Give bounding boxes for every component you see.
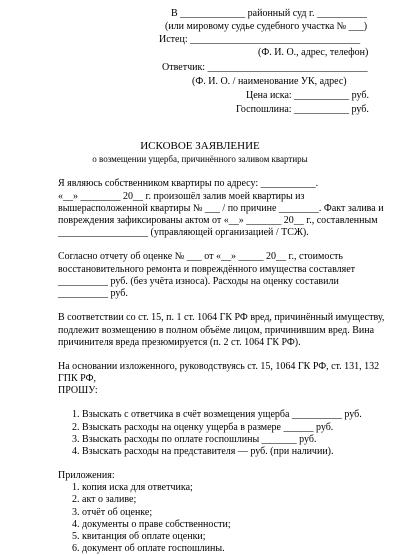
paragraph-3-line: подлежит возмещению в полном объёме лицом, причинившим вред. Вина: [58, 325, 375, 336]
paragraph-1-line: Я являюсь собственником квартиры по адресу: ___________.: [58, 178, 319, 189]
paragraph-2-line: __________ руб. (без учёта износа). Расходы на оценку составили: [58, 276, 339, 287]
attachment-item: 4. документы о праве собственности;: [72, 519, 231, 530]
request-item: 1. Взыскать с ответчика в счёт возмещения ущерба __________ руб.: [72, 409, 362, 420]
attachment-item: 2. акт о заливе;: [72, 494, 137, 505]
defendant-hint: (Ф. И. О. / наименование УК, адрес): [192, 76, 347, 87]
paragraph-2-line: __________ руб.: [58, 288, 128, 299]
request-item: 2. Взыскать расходы на оценку ущерба в размере ______ руб.: [72, 422, 334, 433]
paragraph-1-line: __________________ (управляющей организацией / ТСЖ).: [58, 227, 309, 238]
paragraph-2-line: восстановительного ремонта и повреждённого имущества составляет: [58, 264, 356, 275]
court-alt-line: (или мировому судье судебного участка № ___): [165, 21, 368, 32]
attachment-item: 3. отчёт об оценке;: [72, 507, 153, 518]
paragraph-3-line: причинителя вреда презюмируется (п. 2 ст. 1064 ГК РФ).: [58, 337, 301, 348]
document-title: ИСКОВОЕ ЗАЯВЛЕНИЕ: [140, 140, 260, 152]
request-item: 4. Взыскать расходы на представителя — руб. (при наличии).: [72, 446, 334, 457]
claim-price-line: Цена иска: ___________ руб.: [246, 90, 369, 101]
document-subtitle: о возмещении ущерба, причинённого заливом квартиры: [92, 154, 308, 164]
plaintiff-hint: (Ф. И. О., адрес, телефон): [258, 47, 369, 58]
paragraph-2-line: Согласно отчету об оценке № ___ от «__» _____ 20__ г., стоимость: [58, 251, 343, 262]
paragraph-3-line: В соответствии со ст. 15, п. 1 ст. 1064 ГК РФ вред, причинённый имуществу,: [58, 312, 385, 323]
attachments-heading: Приложения:: [58, 470, 115, 481]
paragraph-1-line: «__» ________ 20__ г. произошёл залив моей квартиры из: [58, 191, 305, 202]
state-fee-line: Госпошлина: ___________ руб.: [236, 104, 369, 115]
paragraph-4-line: На основании изложенного, руководствуясь ст. 15, 1064 ГК РФ, ст. 131, 132: [58, 361, 380, 372]
attachment-item: 5. квитанция об оплате оценки;: [72, 531, 206, 542]
request-item: 3. Взыскать расходы по оплате госпошлины _______ руб.: [72, 434, 317, 445]
attachment-item: 1. копия иска для ответчика;: [72, 482, 193, 493]
plaintiff-line: Истец: __________________________________: [159, 34, 361, 45]
paragraph-1-line: вышерасположенной квартиры № ___ / по причине ________. Факт залива и: [58, 203, 384, 214]
prosu-heading: ПРОШУ:: [58, 385, 98, 396]
paragraph-1-line: повреждения зафиксированы актом от «__» _______ 20__ г., составленным: [58, 215, 378, 226]
defendant-line: Ответчик: ________________________________: [162, 62, 368, 73]
court-line: В _____________ районный суд г. __________: [171, 8, 367, 19]
attachment-item: 6. документ об оплате госпошлины.: [72, 543, 225, 554]
paragraph-4-line: ГПК РФ,: [58, 373, 96, 384]
